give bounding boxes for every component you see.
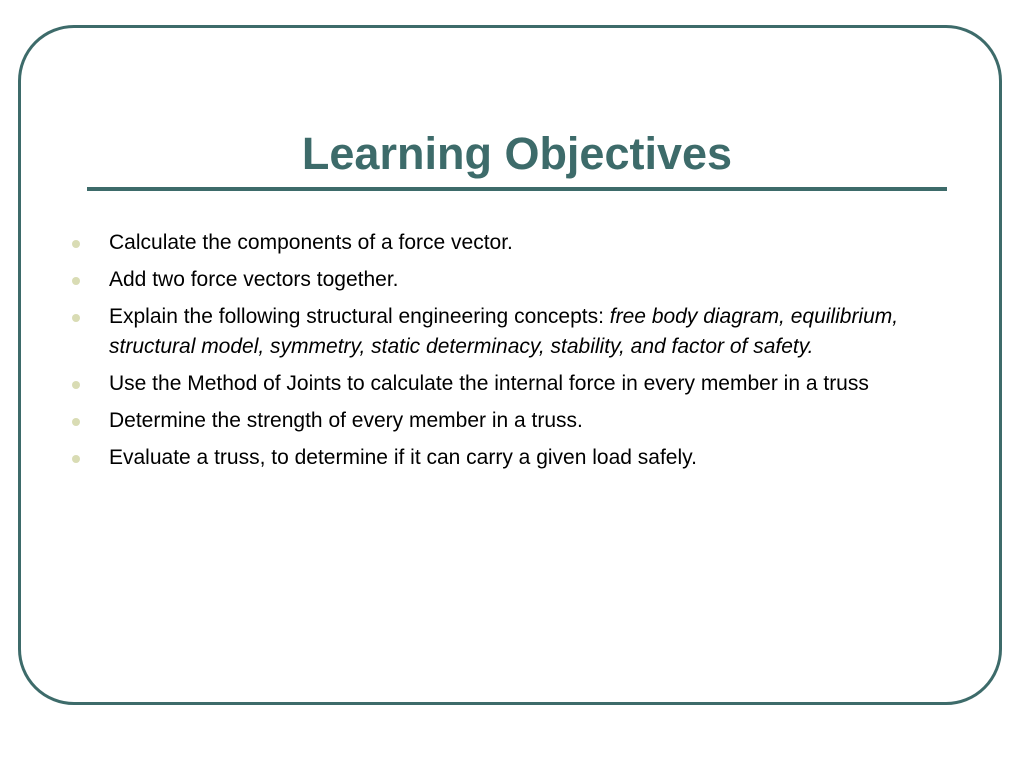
title-underline <box>87 187 947 191</box>
bullet-icon <box>72 381 80 389</box>
bullet-text: Use the Method of Joints to calculate the internal force in every member in a truss <box>109 372 869 395</box>
list-item <box>72 369 932 399</box>
objectives-list <box>72 228 932 480</box>
bullet-italic-text: free body diagram, equilibrium, structural model, symmetry, static determinacy, stability, and factor of safety. <box>109 305 899 358</box>
bullet-text: Explain the following structural engineering concepts: <box>109 305 610 328</box>
list-item <box>72 228 932 258</box>
list-item <box>72 406 932 436</box>
list-item <box>72 265 932 295</box>
bullet-icon <box>72 455 80 463</box>
bullet-text: Evaluate a truss, to determine if it can carry a given load safely. <box>109 446 697 469</box>
bullet-icon <box>72 314 80 322</box>
bullet-icon <box>72 418 80 426</box>
bullet-icon <box>72 240 80 248</box>
bullet-text: Calculate the components of a force vector. <box>109 231 513 254</box>
bullet-text: Add two force vectors together. <box>109 268 399 291</box>
list-item <box>72 302 932 362</box>
list-item <box>72 443 932 473</box>
bullet-text: Determine the strength of every member in a truss. <box>109 409 583 432</box>
slide-title: Learning Objectives <box>301 128 733 179</box>
bullet-icon <box>72 277 80 285</box>
